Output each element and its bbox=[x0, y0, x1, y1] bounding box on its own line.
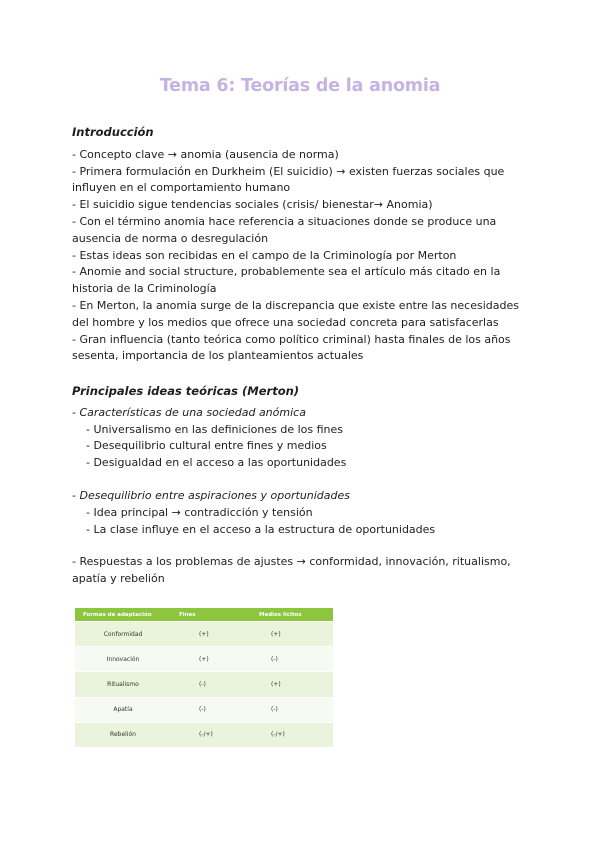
intro-section bbox=[72, 124, 532, 365]
principales-heading: Principales ideas teóricas (Merton) bbox=[72, 384, 300, 398]
list-item: - La clase influye en el acceso a la estructura de oportunidades bbox=[86, 522, 436, 536]
list-item: - Idea principal → contradicción y tensión bbox=[86, 505, 313, 519]
table-row bbox=[75, 622, 333, 647]
adaptation-table bbox=[75, 608, 333, 748]
table-cell: (-) bbox=[171, 672, 251, 697]
table-header: Formas de adaptación bbox=[75, 608, 171, 622]
intro-line: - Con el término anomia hace referencia a situaciones donde se produce una bbox=[72, 214, 497, 228]
table-cell: (-/+) bbox=[251, 722, 333, 747]
table-row bbox=[75, 697, 333, 722]
intro-line: historia de la Criminología bbox=[72, 282, 217, 296]
table-row bbox=[75, 722, 333, 747]
table-header: Medios lícitos bbox=[251, 608, 333, 622]
table-cell: (+) bbox=[251, 622, 333, 647]
list-item: - Universalismo en las definiciones de los fines bbox=[86, 422, 344, 436]
desequilibrio-label: - Desequilibrio entre aspiraciones y oportunidades bbox=[72, 488, 351, 502]
table-cell: (+) bbox=[171, 622, 251, 647]
table-cell: (-/+) bbox=[171, 722, 251, 747]
table-cell: (-) bbox=[251, 647, 333, 672]
respuestas-line: - Respuestas a los problemas de ajustes → conformidad, innovación, ritualismo, bbox=[72, 555, 511, 569]
principales-section bbox=[72, 383, 532, 588]
list-item: - Desequilibrio cultural entre fines y medios bbox=[86, 439, 327, 453]
caracteristicas-label: - Características de una sociedad anómica bbox=[72, 405, 306, 419]
table-row bbox=[75, 672, 333, 697]
intro-heading: Introducción bbox=[72, 125, 154, 139]
table-cell: (-) bbox=[251, 697, 333, 722]
table-cell: (-) bbox=[171, 697, 251, 722]
intro-line: del hombre y los medios que ofrece una sociedad concreta para satisfacerlas bbox=[72, 315, 499, 329]
intro-line: - Anomie and social structure, probablemente sea el artículo más citado en la bbox=[72, 265, 501, 279]
table-header-row bbox=[75, 608, 333, 622]
intro-line: - Gran influencia (tanto teórica como político criminal) hasta finales de los años bbox=[72, 332, 511, 346]
table-row bbox=[75, 647, 333, 672]
table-header: Fines bbox=[171, 608, 251, 622]
intro-line: - En Merton, la anomia surge de la discrepancia que existe entre las necesidades bbox=[72, 298, 519, 312]
table-cell: (+) bbox=[171, 647, 251, 672]
table-cell: Innovación bbox=[75, 647, 171, 672]
intro-line: sesenta, importancia de los planteamientos actuales bbox=[72, 349, 364, 363]
intro-line: influyen en el comportamiento humano bbox=[72, 181, 291, 195]
caracteristicas-label-text: Características de una sociedad anómica bbox=[79, 405, 306, 419]
intro-line: - Estas ideas son recibidas en el campo de la Criminología por Merton bbox=[72, 248, 457, 262]
intro-line: - Concepto clave → anomia (ausencia de norma) bbox=[72, 147, 339, 161]
respuestas-line: apatía y rebelión bbox=[72, 572, 165, 586]
desequilibrio-label-text: Desequilibrio entre aspiraciones y oportunidades bbox=[79, 488, 351, 502]
table-cell: Rebelión bbox=[75, 722, 171, 747]
page-title: Tema 6: Teorías de la anomia bbox=[159, 76, 441, 96]
list-item: - Desigualdad en el acceso a las oportunidades bbox=[86, 456, 347, 470]
table-cell: Conformidad bbox=[75, 622, 171, 647]
table-cell: (+) bbox=[251, 672, 333, 697]
table-cell: Apatía bbox=[75, 697, 171, 722]
table-cell: Ritualismo bbox=[75, 672, 171, 697]
intro-line: - El suicidio sigue tendencias sociales (crisis/ bienestar→ Anomia) bbox=[72, 198, 433, 212]
intro-line: - Primera formulación en Durkheim (El suicidio) → existen fuerzas sociales que bbox=[72, 164, 505, 178]
intro-line: ausencia de norma o desregulación bbox=[72, 231, 269, 245]
